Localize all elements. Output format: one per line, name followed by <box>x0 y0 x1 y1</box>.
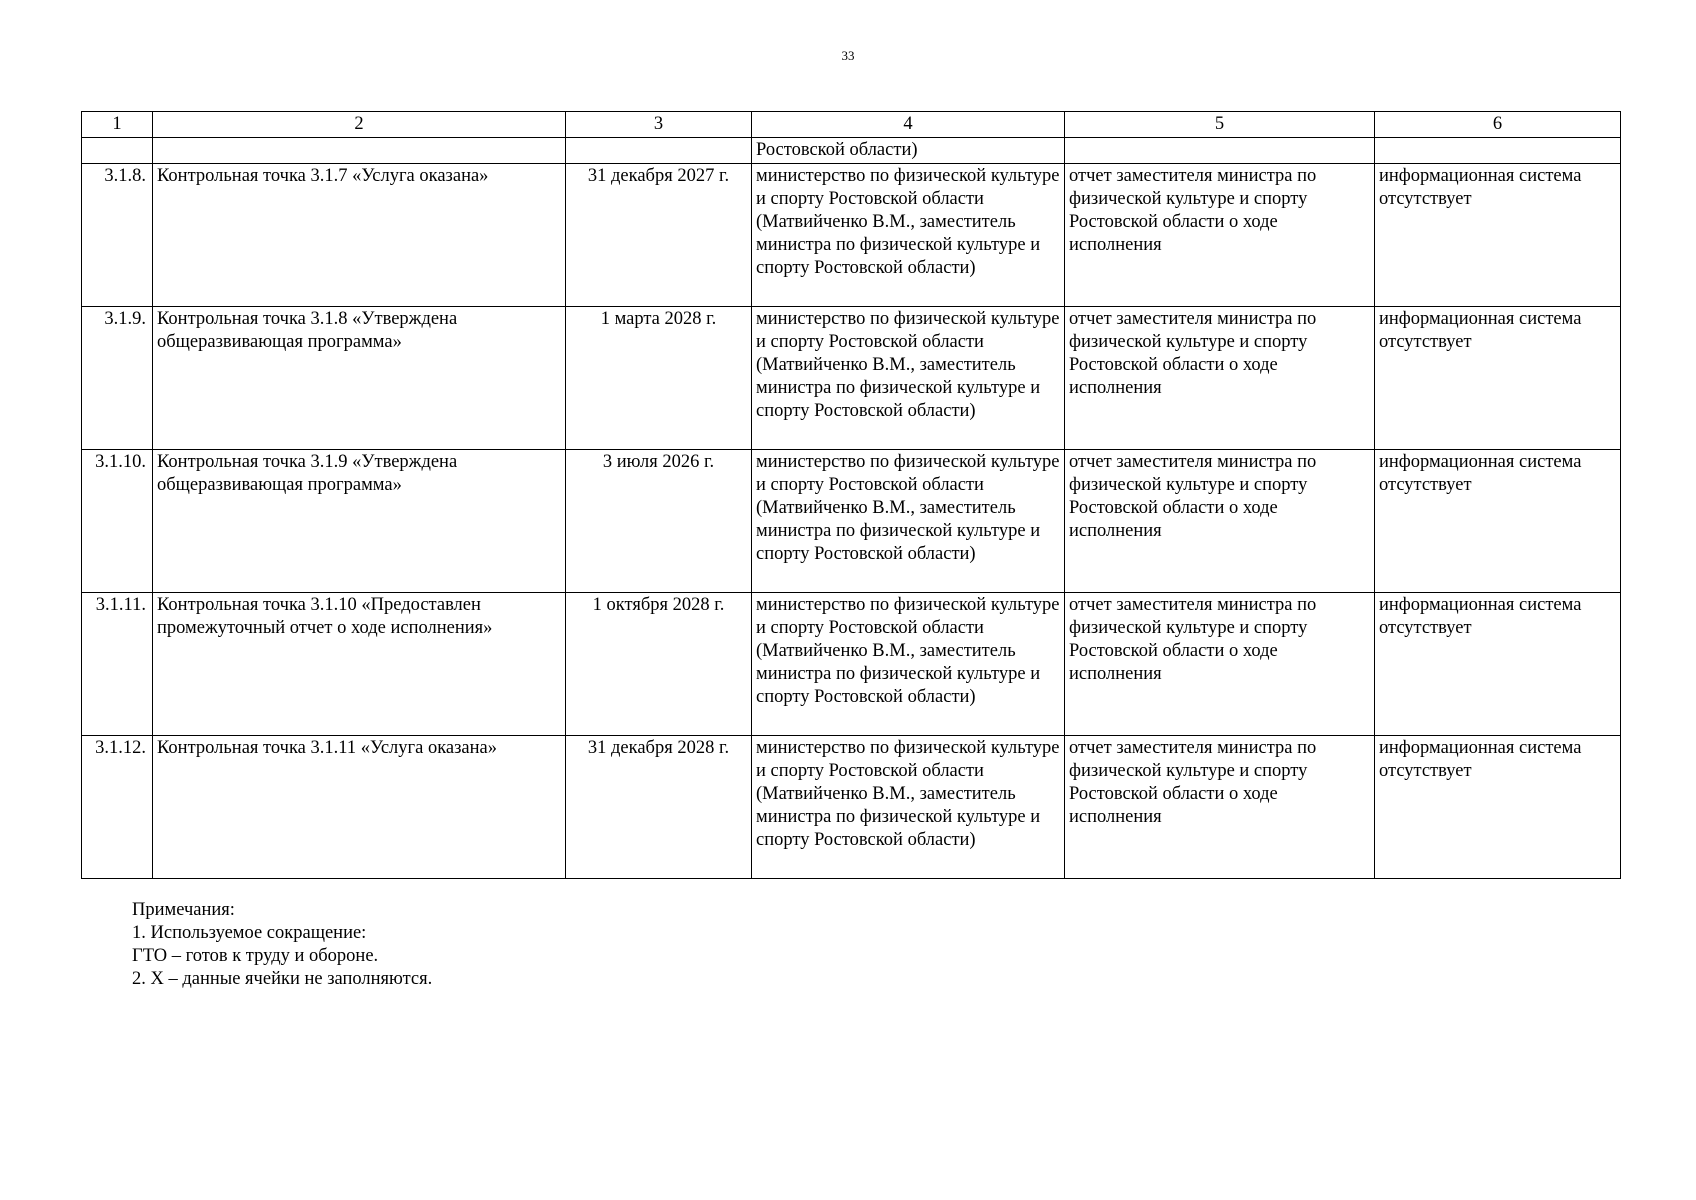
column-header: 6 <box>1375 112 1621 138</box>
table-row <box>82 164 1621 307</box>
row-number: 3.1.10. <box>82 450 153 593</box>
table-row-continuation <box>82 138 1621 164</box>
table-cell <box>1065 138 1375 164</box>
page-number: 33 <box>841 48 855 63</box>
column-header: 1 <box>82 112 153 138</box>
table-row <box>82 736 1621 879</box>
date-cell: 31 декабря 2028 г. <box>566 736 752 879</box>
date-cell: 3 июля 2026 г. <box>566 450 752 593</box>
event-cell: Контрольная точка 3.1.11 «Услуга оказана» <box>153 736 566 879</box>
system-cell: информационная система отсутствует <box>1375 593 1621 736</box>
note-line: ГТО – готов к труду и обороне. <box>132 946 379 966</box>
table-cell <box>1375 138 1621 164</box>
system-cell: информационная система отсутствует <box>1375 736 1621 879</box>
row-number: 3.1.11. <box>82 593 153 736</box>
date-cell: 31 декабря 2027 г. <box>566 164 752 307</box>
responsible-cell: министерство по физической культуре и спорту Ростовской области (Матвийченко В.М., заместитель министра по физической культуре и спорту Ростовской области) <box>752 307 1065 450</box>
table-cell <box>566 138 752 164</box>
system-cell: информационная система отсутствует <box>1375 450 1621 593</box>
responsible-cell: министерство по физической культуре и спорту Ростовской области (Матвийченко В.М., заместитель министра по физической культуре и спорту Ростовской области) <box>752 164 1065 307</box>
responsible-cell: министерство по физической культуре и спорту Ростовской области (Матвийченко В.М., заместитель министра по физической культуре и спорту Ростовской области) <box>752 450 1065 593</box>
table-cell: Ростовской области) <box>752 138 1065 164</box>
date-cell: 1 октября 2028 г. <box>566 593 752 736</box>
column-header: 3 <box>566 112 752 138</box>
document-cell: отчет заместителя министра по физической культуре и спорту Ростовской области о ходе исполнения <box>1065 164 1375 307</box>
column-header: 5 <box>1065 112 1375 138</box>
note-line: 2. X – данные ячейки не заполняются. <box>132 969 433 989</box>
table-cell <box>82 138 153 164</box>
table-header-row <box>82 112 1621 138</box>
row-number: 3.1.8. <box>82 164 153 307</box>
event-cell: Контрольная точка 3.1.9 «Утверждена общеразвивающая программа» <box>153 450 566 593</box>
event-cell: Контрольная точка 3.1.10 «Предоставлен промежуточный отчет о ходе исполнения» <box>153 593 566 736</box>
column-header: 4 <box>752 112 1065 138</box>
system-cell: информационная система отсутствует <box>1375 307 1621 450</box>
table-cell <box>153 138 566 164</box>
row-number: 3.1.9. <box>82 307 153 450</box>
event-cell: Контрольная точка 3.1.8 «Утверждена общеразвивающая программа» <box>153 307 566 450</box>
notes-title: Примечания: <box>132 900 235 920</box>
document-cell: отчет заместителя министра по физической культуре и спорту Ростовской области о ходе исполнения <box>1065 593 1375 736</box>
responsible-cell: министерство по физической культуре и спорту Ростовской области (Матвийченко В.М., заместитель министра по физической культуре и спорту Ростовской области) <box>752 736 1065 879</box>
table-row <box>82 307 1621 450</box>
notes-block <box>132 899 432 991</box>
control-points-table <box>81 111 1621 879</box>
responsible-cell: министерство по физической культуре и спорту Ростовской области (Матвийченко В.М., заместитель министра по физической культуре и спорту Ростовской области) <box>752 593 1065 736</box>
date-cell: 1 марта 2028 г. <box>566 307 752 450</box>
table-row <box>82 450 1621 593</box>
column-header: 2 <box>153 112 566 138</box>
document-cell: отчет заместителя министра по физической культуре и спорту Ростовской области о ходе исполнения <box>1065 450 1375 593</box>
document-cell: отчет заместителя министра по физической культуре и спорту Ростовской области о ходе исполнения <box>1065 307 1375 450</box>
system-cell: информационная система отсутствует <box>1375 164 1621 307</box>
document-cell: отчет заместителя министра по физической культуре и спорту Ростовской области о ходе исполнения <box>1065 736 1375 879</box>
event-cell: Контрольная точка 3.1.7 «Услуга оказана» <box>153 164 566 307</box>
note-line: 1. Используемое сокращение: <box>132 923 367 943</box>
table-row <box>82 593 1621 736</box>
row-number: 3.1.12. <box>82 736 153 879</box>
